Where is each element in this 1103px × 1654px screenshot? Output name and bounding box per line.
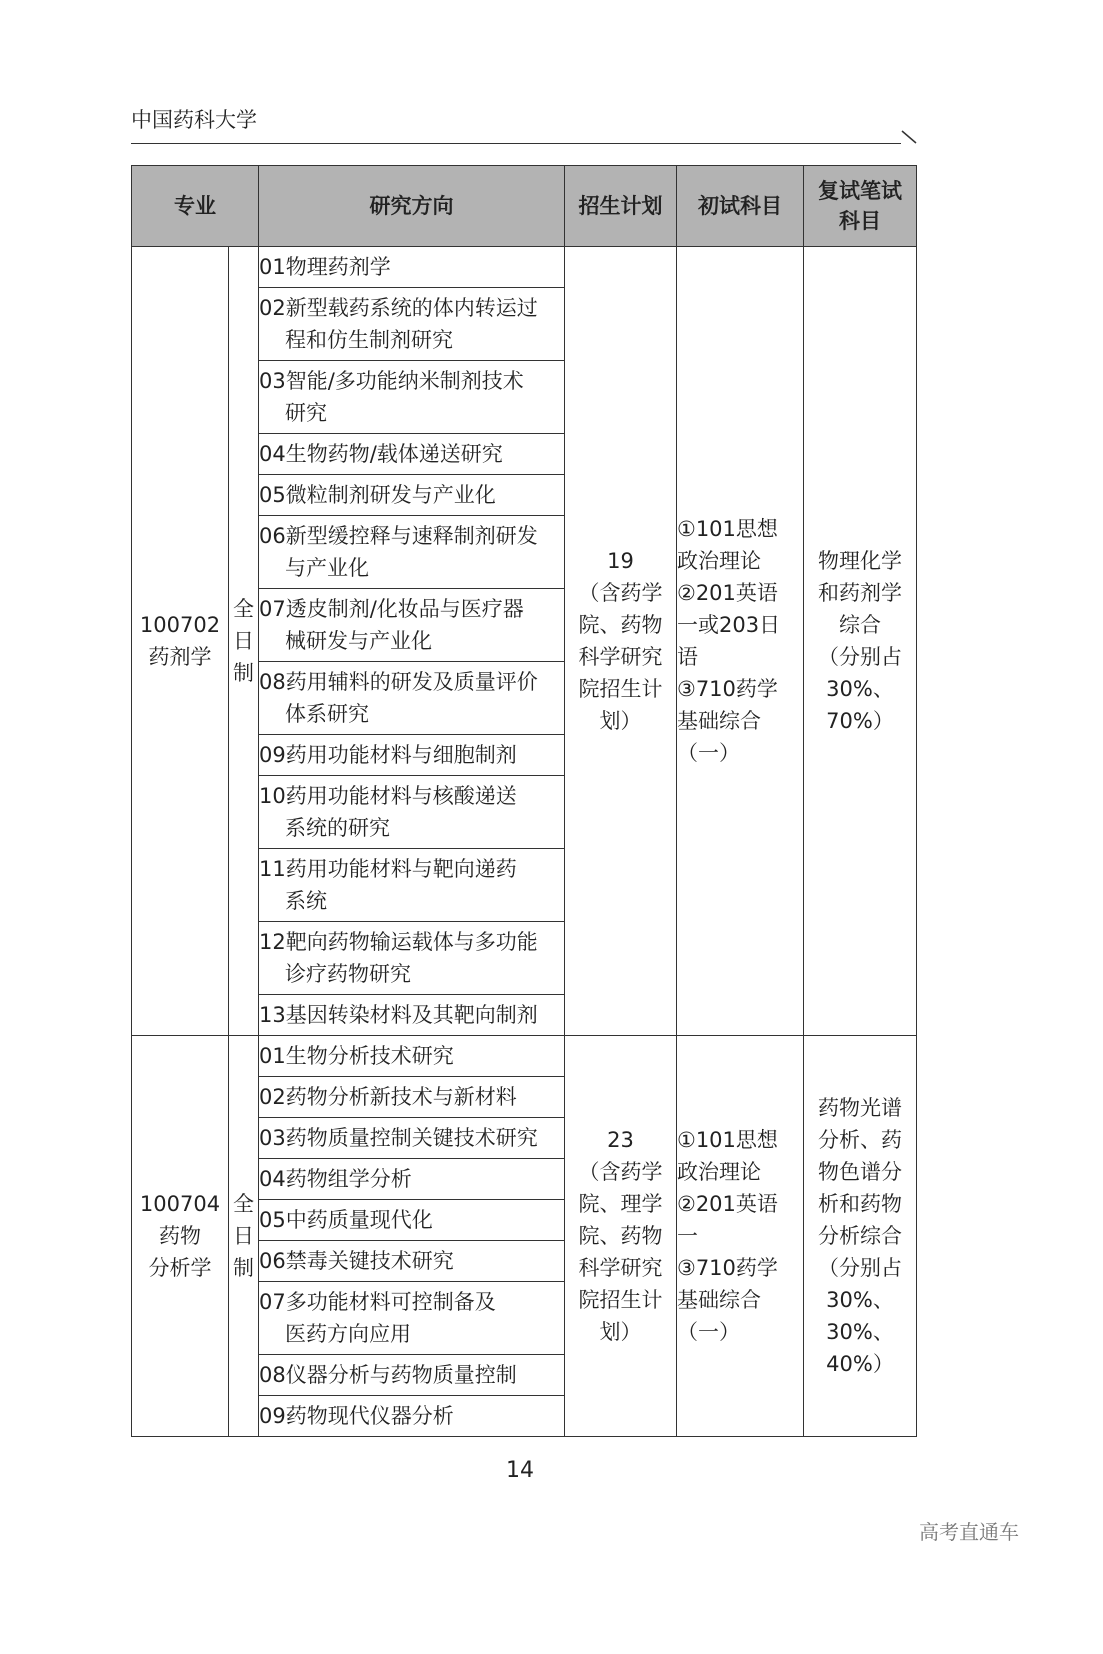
study-mode-line: 全 [233,597,254,621]
research-direction-cell [259,1118,565,1159]
research-direction-text: 医药方向应用 [285,1322,411,1346]
research-direction-text: 13基因转染材料及其靶向制剂 [259,1003,538,1027]
research-direction-text: 02新型载药系统的体内转运过 [259,296,538,320]
first-exam-subjects-line: ③710药学 [677,1256,778,1280]
first-exam-subjects-line: 语 [677,645,698,669]
research-direction-text: 12靶向药物输运载体与多功能 [259,930,538,954]
research-direction-text: 05中药质量现代化 [259,1208,433,1232]
research-direction-text: 程和仿生制剂研究 [285,328,453,352]
retest-subjects-line: （分别占 [818,1256,902,1280]
major-name-line: 药剂学 [148,645,212,669]
research-direction-cell [259,1200,565,1241]
research-direction-text: 与产业化 [285,556,369,580]
retest-subjects-line: 物色谱分 [818,1160,902,1184]
study-mode-line: 日 [233,1224,254,1248]
research-direction-cell [259,475,565,516]
retest-subjects-line: 物理化学 [818,549,902,573]
first-exam-subjects-line: 一或203日 [677,613,781,637]
research-direction-cell [259,361,565,434]
major-code: 100702 [139,613,221,637]
header-plan: 招生计划 [565,166,677,247]
table-body [132,247,917,1437]
research-direction-cell [259,735,565,776]
header-first-exam: 初试科目 [677,166,804,247]
first-exam-subjects-line: ③710药学 [677,677,778,701]
research-direction-text: 系统 [285,889,327,913]
header-rule [131,143,901,144]
major-name-line: 分析学 [148,1256,212,1280]
research-direction-text: 08仪器分析与药物质量控制 [259,1363,517,1387]
enrollment-plan-line: 院招生计 [578,677,663,701]
research-direction-cell [259,776,565,849]
research-direction-cell [259,589,565,662]
header-major: 专业 [132,166,259,247]
retest-subjects-line: 析和药物 [818,1192,902,1216]
research-direction-text: 02药物分析新技术与新材料 [259,1085,517,1109]
retest-subjects-line: 药物光谱 [818,1096,902,1120]
retest-subjects-line: 40%） [826,1352,894,1376]
first-exam-subjects-line: （一） [677,1320,740,1344]
research-direction-text: 07透皮制剂/化妆品与医疗器 [259,597,524,621]
enrollment-plan-cell [565,1036,677,1437]
enrollment-plan-line: （含药学 [578,1160,663,1184]
enrollment-plan-line: 院、药物 [578,1224,663,1248]
header-retest-line1: 复试笔试 [818,179,902,203]
retest-subjects-line: 30%、 [826,677,894,701]
research-direction-cell [259,1282,565,1355]
page-number: 14 [506,1458,534,1483]
enrollment-plan-line: 19 [607,549,634,573]
study-mode-line: 制 [233,661,254,685]
research-direction-cell [259,922,565,995]
research-direction-text: 体系研究 [285,702,369,726]
header-direction: 研究方向 [259,166,565,247]
enrollment-plan-line: 划） [599,1320,642,1344]
retest-subjects-line: （分别占 [818,645,902,669]
header-retest [804,166,917,247]
research-direction-cell [259,434,565,475]
research-direction-cell [259,1077,565,1118]
first-exam-subjects-line: ②201英语 [677,1192,778,1216]
first-exam-subjects-line: ①101思想 [677,517,778,541]
study-mode-line: 制 [233,1256,254,1280]
retest-subjects-line: 30%、 [826,1320,894,1344]
enrollment-plan-line: 科学研究 [578,645,663,669]
enrollment-plan-cell [565,247,677,1036]
research-direction-cell [259,1355,565,1396]
research-direction-text: 09药物现代仪器分析 [259,1404,454,1428]
first-exam-subjects-line: ①101思想 [677,1128,778,1152]
research-direction-text: 11药用功能材料与靶向递药 [259,857,517,881]
research-direction-text: 01物理药剂学 [259,255,391,279]
first-exam-subjects-line: ②201英语 [677,581,778,605]
enrollment-plan-line: 23 [607,1128,634,1152]
enrollment-plan-line: （含药学 [578,581,663,605]
research-direction-text: 系统的研究 [285,816,390,840]
research-direction-text: 03智能/多功能纳米制剂技术 [259,369,524,393]
header-retest-line2: 科目 [839,209,881,233]
retest-subjects-line: 和药剂学 [818,581,902,605]
research-direction-cell [259,247,565,288]
table-row [132,1036,917,1077]
research-direction-text: 08药用辅料的研发及质量评价 [259,670,538,694]
retest-subjects-cell [804,1036,917,1437]
first-exam-subjects-line: 基础综合 [677,709,761,733]
first-exam-subjects-line: （一） [677,741,740,765]
research-direction-text: 06禁毒关键技术研究 [259,1249,454,1273]
major-cell [132,1036,229,1437]
research-direction-text: 09药用功能材料与细胞制剂 [259,743,517,767]
first-exam-subjects-cell [677,247,804,1036]
table-header-row [132,166,917,247]
research-direction-text: 04药物组学分析 [259,1167,412,1191]
research-direction-text: 05微粒制剂研发与产业化 [259,483,496,507]
research-direction-cell [259,1036,565,1077]
research-direction-text: 研究 [285,401,327,425]
study-mode-line: 日 [233,629,254,653]
enrollment-plan-line: 科学研究 [578,1256,663,1280]
retest-subjects-line: 综合 [839,613,881,637]
major-cell [132,247,229,1036]
enrollment-plan-line: 院招生计 [578,1288,663,1312]
research-direction-cell [259,288,565,361]
retest-subjects-cell [804,247,917,1036]
research-direction-text: 04生物药物/载体递送研究 [259,442,503,466]
research-direction-cell [259,849,565,922]
research-direction-cell [259,662,565,735]
study-mode-line: 全 [233,1192,254,1216]
research-direction-text: 10药用功能材料与核酸递送 [259,784,517,808]
first-exam-subjects-cell [677,1036,804,1437]
admissions-table [131,165,917,1437]
research-direction-text: 01生物分析技术研究 [259,1044,454,1068]
research-direction-text: 诊疗药物研究 [285,962,411,986]
enrollment-plan-line: 划） [599,709,642,733]
study-mode-cell [229,247,259,1036]
watermark: 高考直通车 [919,1520,1019,1544]
research-direction-text: 06新型缓控释与速释制剂研发 [259,524,538,548]
retest-subjects-line: 分析综合 [818,1224,902,1248]
retest-subjects-line: 分析、药 [818,1128,902,1152]
first-exam-subjects-line: 一 [677,1224,698,1248]
first-exam-subjects-line: 政治理论 [677,1160,761,1184]
research-direction-cell [259,1159,565,1200]
enrollment-plan-line: 院、理学 [578,1192,663,1216]
study-mode-cell [229,1036,259,1437]
research-direction-text: 07多功能材料可控制备及 [259,1290,496,1314]
retest-subjects-line: 30%、 [826,1288,894,1312]
first-exam-subjects-line: 基础综合 [677,1288,761,1312]
header-title: 中国药科大学 [131,108,257,132]
research-direction-cell [259,995,565,1036]
header-rule-corner [900,130,918,144]
table-row [132,247,917,288]
research-direction-text: 03药物质量控制关键技术研究 [259,1126,538,1150]
research-direction-cell [259,1241,565,1282]
retest-subjects-line: 70%） [826,709,894,733]
first-exam-subjects-line: 政治理论 [677,549,761,573]
research-direction-cell [259,516,565,589]
enrollment-plan-line: 院、药物 [578,613,663,637]
major-code: 100704 [139,1192,221,1216]
research-direction-cell [259,1396,565,1437]
major-name-line: 药物 [159,1224,201,1248]
research-direction-text: 械研发与产业化 [285,629,432,653]
